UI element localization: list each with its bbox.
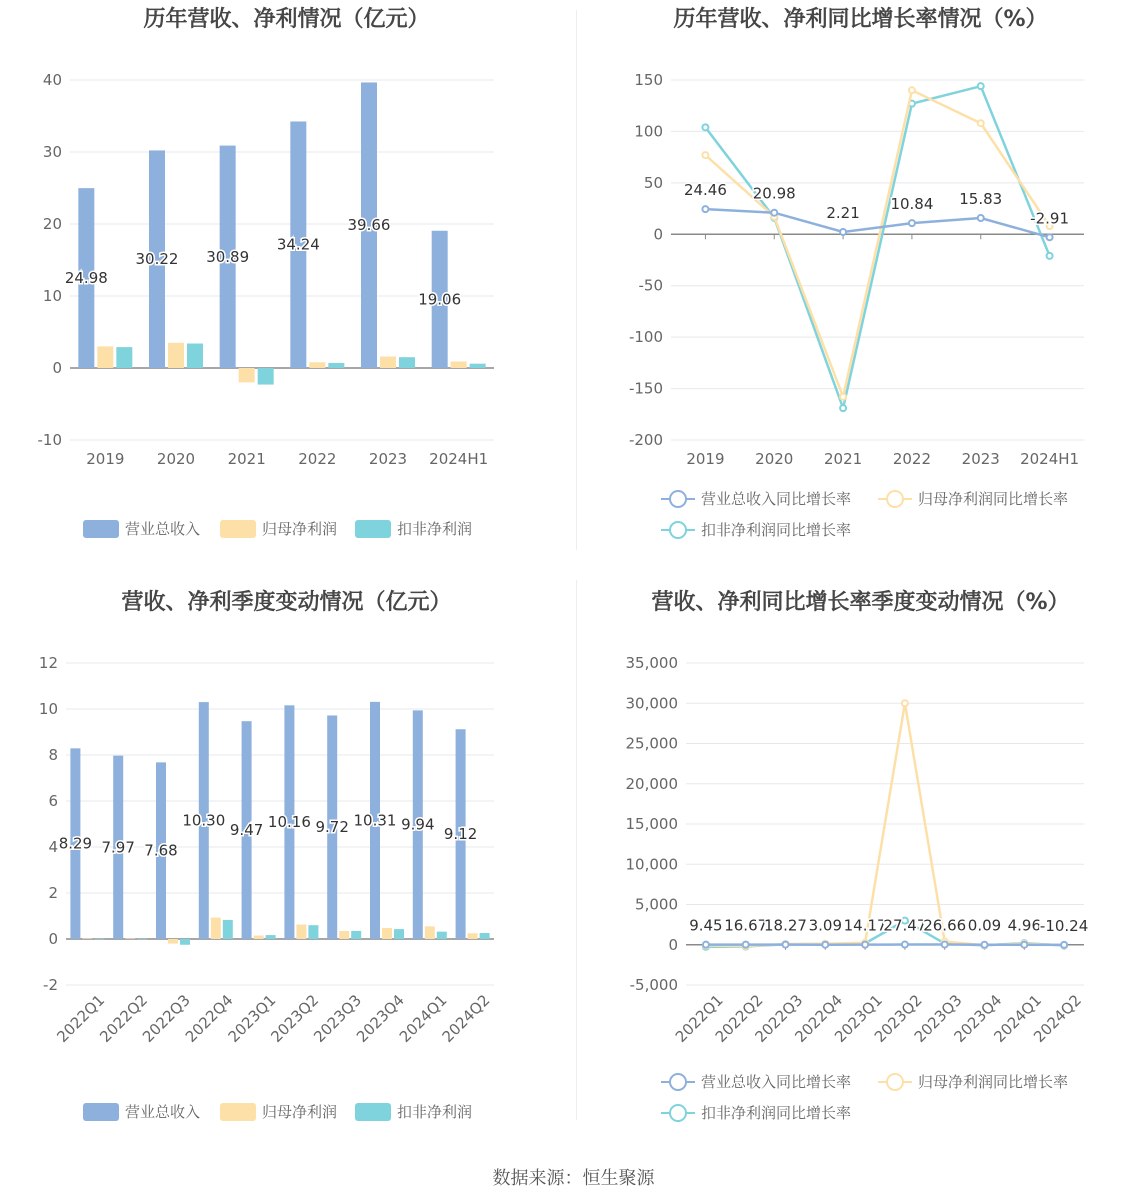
data-label: 39.66 bbox=[347, 216, 391, 235]
series-line-parent-profit bbox=[706, 703, 1064, 946]
legend-line-marker-icon bbox=[661, 1073, 695, 1091]
data-label: 0.09 bbox=[967, 916, 1002, 935]
x-tick-label: 2024H1 bbox=[429, 450, 489, 468]
y-tick-label: 25,000 bbox=[625, 734, 678, 753]
x-tick-label: 2023Q4 bbox=[353, 991, 408, 1046]
x-tick-label: 2019 bbox=[86, 450, 125, 468]
legend-line-marker-icon bbox=[878, 490, 912, 508]
x-tick-label: 2023Q3 bbox=[910, 991, 966, 1046]
y-tick-label: -5,000 bbox=[629, 976, 678, 994]
x-tick-label: 2020 bbox=[755, 450, 794, 468]
y-tick-label: 4 bbox=[48, 838, 58, 856]
bar-parent-profit bbox=[309, 362, 325, 368]
legend-item[interactable] bbox=[355, 1101, 472, 1122]
data-label: 10.31 bbox=[353, 811, 397, 830]
bar-deducted-profit bbox=[116, 347, 132, 368]
legend-label: 营业总收入 bbox=[125, 520, 201, 538]
data-label: 20.98 bbox=[752, 184, 796, 203]
x-tick-label: 2023Q2 bbox=[870, 991, 926, 1046]
chart-title: 历年营收、净利同比增长率情况（%） bbox=[673, 7, 1048, 32]
chart-title: 营收、净利季度变动情况（亿元） bbox=[121, 590, 452, 615]
x-tick-label: 2024Q1 bbox=[990, 991, 1046, 1046]
bar-deducted-profit bbox=[223, 920, 233, 939]
quarterly-revenue-profit-chart bbox=[0, 583, 573, 1166]
legend-line-marker-icon bbox=[661, 490, 695, 508]
legend-label: 营业总收入同比增长率 bbox=[701, 1073, 852, 1091]
x-tick-label: 2022 bbox=[892, 450, 932, 468]
legend-item[interactable] bbox=[83, 518, 200, 539]
data-point bbox=[862, 942, 868, 948]
bar-parent-profit bbox=[425, 926, 435, 939]
bar-deducted-profit bbox=[180, 939, 190, 945]
data-label: 27.47 bbox=[883, 916, 927, 935]
legend-label: 营业总收入 bbox=[125, 1103, 201, 1121]
bar-deducted-profit bbox=[308, 925, 318, 939]
y-tick-label: 0 bbox=[668, 935, 678, 954]
data-label: 26.66 bbox=[923, 916, 967, 935]
x-tick-label: 2021 bbox=[823, 450, 863, 468]
legend-item[interactable] bbox=[220, 1101, 337, 1122]
x-tick-label: 2022 bbox=[298, 450, 337, 468]
y-tick-label: 12 bbox=[38, 654, 58, 672]
legend-label: 扣非净利润 bbox=[397, 1103, 473, 1121]
y-tick-label: 2 bbox=[48, 884, 58, 902]
legend-label: 归母净利润 bbox=[262, 520, 338, 538]
y-tick-label: 100 bbox=[634, 122, 663, 141]
data-source-footer: 数据来源：恒生聚源 bbox=[492, 1168, 655, 1189]
x-tick-label: 2024Q1 bbox=[395, 991, 451, 1046]
bar-parent-profit bbox=[451, 362, 467, 368]
x-tick-label: 2022Q1 bbox=[671, 991, 727, 1046]
x-tick-label: 2021 bbox=[227, 450, 266, 468]
legend-label: 归母净利润同比增长率 bbox=[918, 490, 1069, 508]
y-tick-label: 0 bbox=[48, 930, 58, 948]
legend-item[interactable] bbox=[661, 519, 851, 540]
bar-parent-profit bbox=[239, 368, 255, 382]
data-point bbox=[978, 215, 984, 221]
y-tick-label: 0 bbox=[653, 225, 663, 244]
x-tick-label: 2022Q2 bbox=[711, 991, 767, 1046]
data-point bbox=[702, 124, 708, 130]
bar-parent-profit bbox=[125, 939, 135, 940]
bar-deducted-profit bbox=[480, 933, 490, 939]
bar-deducted-profit bbox=[328, 363, 344, 368]
bar-parent-profit bbox=[168, 343, 184, 368]
x-tick-label: 2024Q2 bbox=[1030, 991, 1085, 1046]
x-tick-label: 2022Q3 bbox=[139, 991, 194, 1046]
chart-svg bbox=[0, 583, 573, 1166]
legend-line-marker-icon bbox=[661, 1104, 695, 1122]
legend-swatch bbox=[83, 520, 119, 538]
bar-parent-profit bbox=[382, 928, 392, 939]
data-point bbox=[702, 206, 708, 212]
legend-label: 扣非净利润同比增长率 bbox=[701, 521, 852, 539]
y-tick-label: 0 bbox=[52, 359, 62, 377]
y-tick-label: 5,000 bbox=[635, 895, 678, 914]
bar-parent-profit bbox=[380, 356, 396, 368]
data-label: 19.06 bbox=[418, 290, 462, 309]
data-label: 24.46 bbox=[683, 181, 727, 200]
y-tick-label: 15,000 bbox=[625, 815, 678, 833]
bar-parent-profit bbox=[211, 918, 221, 939]
annual-growth-rate-chart bbox=[574, 0, 1147, 583]
x-tick-label: 2023Q1 bbox=[831, 991, 886, 1046]
legend-label: 营业总收入同比增长率 bbox=[701, 490, 852, 508]
x-tick-label: 2023 bbox=[368, 450, 408, 468]
data-label: 16.67 bbox=[724, 916, 768, 935]
legend-item[interactable] bbox=[878, 488, 1068, 509]
bar-deducted-profit bbox=[187, 344, 203, 368]
chart-title: 营收、净利同比增长率季度变动情况（%） bbox=[651, 590, 1070, 615]
data-label: 2.21 bbox=[826, 204, 860, 223]
data-point bbox=[1047, 234, 1053, 240]
legend-item[interactable] bbox=[661, 1071, 851, 1092]
y-tick-label: 20 bbox=[42, 215, 62, 233]
data-label: -2.91 bbox=[1030, 209, 1069, 228]
y-tick-label: 20,000 bbox=[625, 774, 678, 793]
x-tick-label: 2023Q2 bbox=[267, 991, 323, 1046]
bar-parent-profit bbox=[339, 931, 349, 939]
x-tick-label: 2022Q2 bbox=[96, 991, 152, 1046]
y-tick-label: 150 bbox=[634, 71, 663, 89]
data-label: 4.96 bbox=[1007, 916, 1042, 935]
bar-deducted-profit bbox=[137, 939, 147, 940]
y-tick-label: -2 bbox=[43, 976, 58, 994]
data-point bbox=[978, 120, 984, 126]
data-label: 9.94 bbox=[401, 815, 435, 834]
y-tick-label: -150 bbox=[628, 379, 663, 398]
data-label: 7.68 bbox=[144, 841, 178, 860]
data-point bbox=[982, 942, 988, 948]
y-tick-label: 40 bbox=[42, 71, 62, 89]
x-tick-label: 2022Q3 bbox=[751, 991, 807, 1046]
y-tick-label: -200 bbox=[628, 431, 663, 449]
bar-deducted-profit bbox=[258, 368, 274, 385]
data-label: 10.84 bbox=[890, 195, 934, 214]
chart-title: 历年营收、净利情况（亿元） bbox=[143, 7, 430, 32]
data-point bbox=[840, 229, 846, 235]
data-point bbox=[902, 700, 908, 706]
quarterly-growth-rate-chart bbox=[574, 583, 1147, 1166]
y-tick-label: 8 bbox=[48, 746, 58, 764]
data-label: 10.30 bbox=[182, 811, 226, 830]
series-line-parent-profit bbox=[705, 90, 1049, 397]
data-point bbox=[783, 942, 789, 948]
annual-revenue-profit-chart bbox=[0, 0, 573, 583]
data-label: 30.22 bbox=[135, 250, 179, 269]
data-label: 14.17 bbox=[843, 916, 887, 935]
data-label: 3.09 bbox=[808, 916, 843, 935]
y-tick-label: 35,000 bbox=[625, 654, 678, 672]
data-label: 10.16 bbox=[267, 813, 311, 832]
bar-deducted-profit bbox=[394, 929, 404, 939]
x-tick-label: 2022Q1 bbox=[53, 991, 109, 1046]
data-label: 9.12 bbox=[443, 825, 478, 844]
data-point bbox=[978, 83, 984, 89]
data-point bbox=[840, 405, 846, 411]
legend-label: 归母净利润 bbox=[262, 1103, 338, 1121]
bar-parent-profit bbox=[97, 346, 113, 368]
data-label: 30.89 bbox=[206, 247, 250, 266]
y-tick-label: 30 bbox=[42, 143, 62, 161]
legend-item[interactable] bbox=[661, 1102, 851, 1123]
data-point bbox=[942, 942, 948, 948]
x-tick-label: 2023 bbox=[961, 450, 1000, 468]
legend-swatch bbox=[220, 1103, 256, 1121]
bar-deducted-profit bbox=[94, 939, 104, 940]
data-label: 15.83 bbox=[959, 190, 1003, 209]
x-tick-label: 2022Q4 bbox=[791, 991, 847, 1046]
data-label: 9.47 bbox=[229, 821, 264, 840]
bar-parent-profit bbox=[468, 933, 478, 939]
data-label: 9.72 bbox=[315, 818, 349, 837]
legend-swatch bbox=[355, 1103, 391, 1121]
data-label: 34.24 bbox=[276, 235, 320, 254]
bar-deducted-profit bbox=[266, 935, 276, 939]
data-point bbox=[902, 942, 908, 948]
data-point bbox=[822, 942, 828, 948]
y-tick-label: -10 bbox=[37, 431, 62, 449]
data-point bbox=[1021, 942, 1027, 948]
data-label: 8.29 bbox=[58, 834, 93, 853]
data-label: 7.97 bbox=[101, 838, 135, 857]
legend-item[interactable] bbox=[220, 518, 337, 539]
legend-label: 归母净利润同比增长率 bbox=[918, 1073, 1069, 1091]
x-tick-label: 2023Q3 bbox=[310, 991, 366, 1046]
bar-deducted-profit bbox=[470, 364, 486, 368]
y-tick-label: 30,000 bbox=[625, 694, 678, 713]
bar-parent-profit bbox=[168, 939, 178, 944]
data-label: -10.24 bbox=[1039, 916, 1089, 935]
x-tick-label: 2024Q2 bbox=[438, 991, 494, 1046]
bar-parent-profit bbox=[82, 939, 92, 940]
data-label: 24.98 bbox=[64, 269, 108, 288]
legend-swatch bbox=[83, 1103, 119, 1121]
data-point bbox=[840, 394, 846, 400]
legend-swatch bbox=[220, 520, 256, 538]
bar-parent-profit bbox=[296, 925, 306, 939]
data-point bbox=[1047, 253, 1053, 259]
x-tick-label: 2019 bbox=[686, 450, 725, 468]
y-tick-label: -100 bbox=[628, 328, 663, 347]
legend-line-marker-icon bbox=[878, 1073, 912, 1091]
y-tick-label: 10 bbox=[38, 700, 58, 718]
x-tick-label: 2022Q4 bbox=[181, 991, 237, 1046]
data-point bbox=[743, 942, 749, 948]
data-label: 9.45 bbox=[689, 916, 723, 935]
data-point bbox=[909, 220, 915, 226]
legend-label: 扣非净利润同比增长率 bbox=[701, 1104, 852, 1122]
x-tick-label: 2023Q4 bbox=[950, 991, 1006, 1046]
legend-item[interactable] bbox=[83, 1101, 200, 1122]
legend-item[interactable] bbox=[878, 1071, 1068, 1092]
bar-deducted-profit bbox=[399, 357, 415, 368]
legend-item[interactable] bbox=[661, 488, 851, 509]
bar-deducted-profit bbox=[351, 931, 361, 939]
y-tick-label: 6 bbox=[48, 792, 58, 810]
x-tick-label: 2020 bbox=[156, 450, 196, 468]
y-tick-label: 10 bbox=[42, 287, 62, 305]
x-tick-label: 2024H1 bbox=[1020, 450, 1080, 468]
legend-line-marker-icon bbox=[661, 521, 695, 539]
data-point bbox=[909, 87, 915, 93]
x-tick-label: 2023Q1 bbox=[224, 991, 280, 1046]
legend-swatch bbox=[355, 520, 391, 538]
chart-svg bbox=[0, 0, 573, 583]
y-tick-label: 50 bbox=[643, 173, 663, 192]
series-line-revenue bbox=[705, 209, 1049, 237]
bar-parent-profit bbox=[254, 936, 264, 939]
bar-deducted-profit bbox=[437, 932, 447, 939]
y-tick-label: 10,000 bbox=[625, 855, 678, 874]
data-point bbox=[703, 942, 709, 948]
legend-item[interactable] bbox=[355, 518, 472, 539]
y-tick-label: -50 bbox=[638, 276, 663, 295]
data-label: 18.27 bbox=[764, 916, 807, 935]
legend-label: 扣非净利润 bbox=[397, 520, 473, 538]
data-point bbox=[771, 210, 777, 216]
data-point bbox=[1061, 942, 1067, 948]
data-point bbox=[702, 152, 708, 158]
